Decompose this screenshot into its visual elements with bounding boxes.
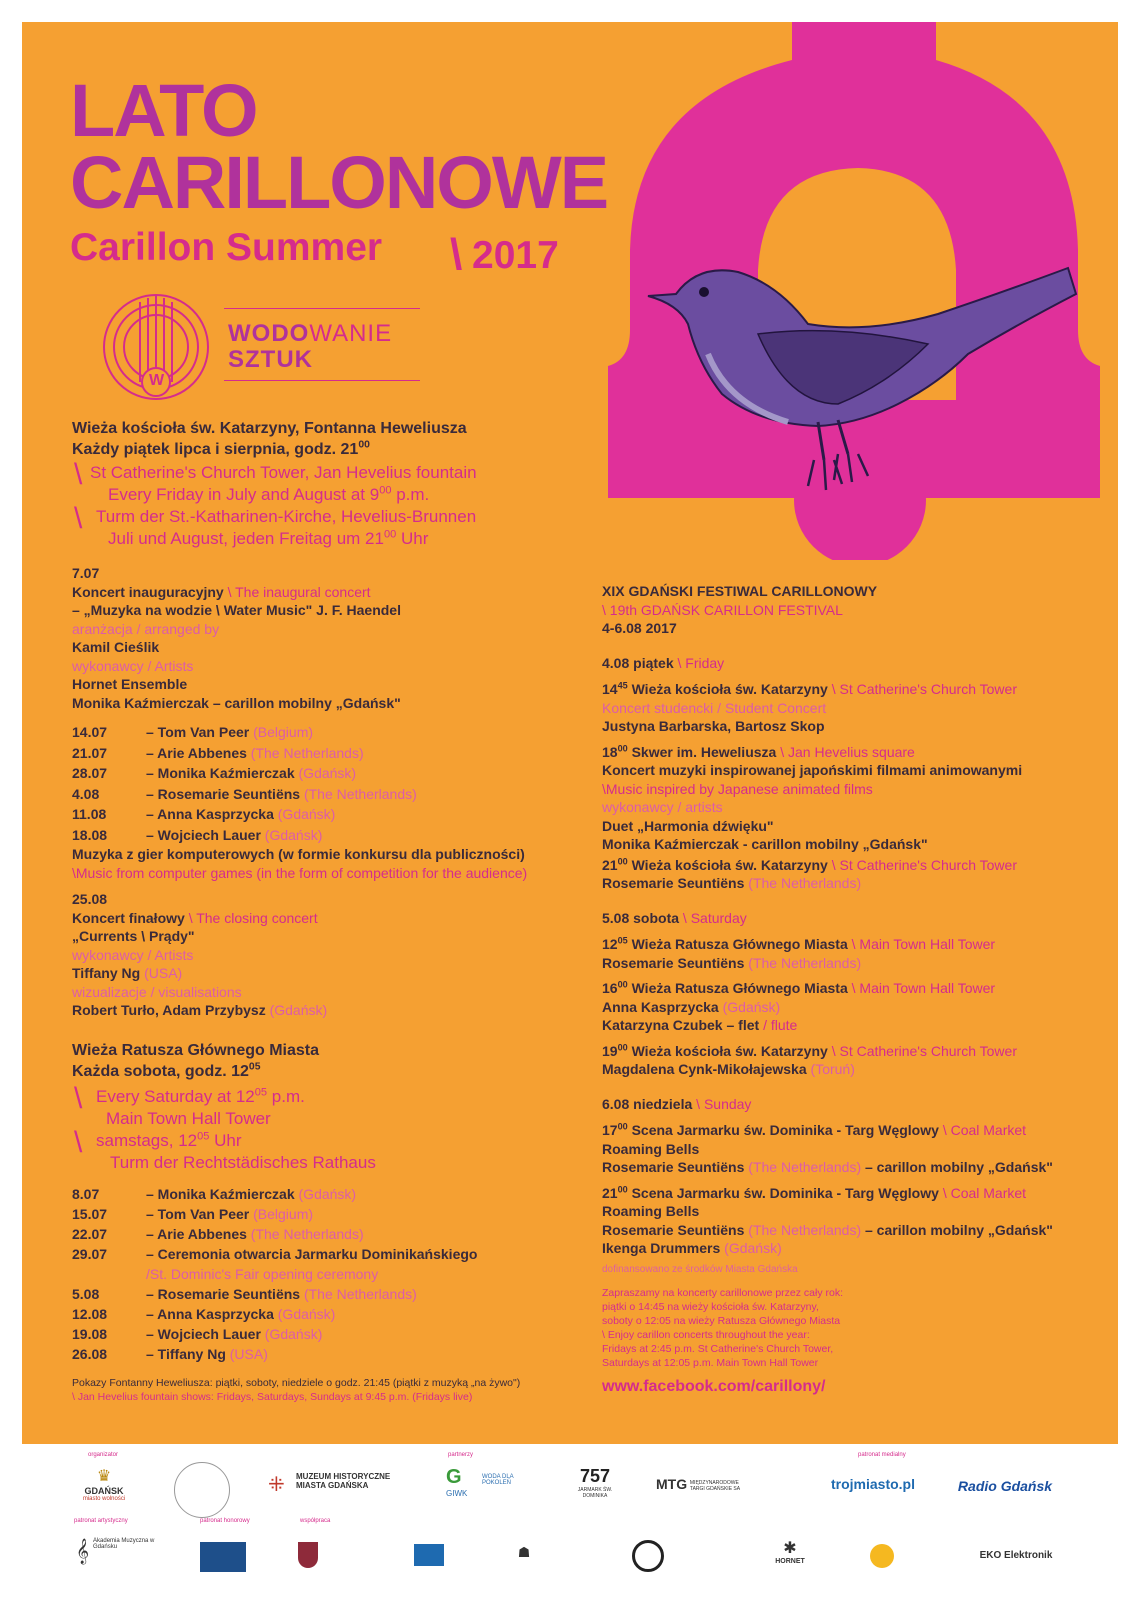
saturday-de-line2: Turm der Rechtstädisches Rathaus	[110, 1153, 376, 1172]
fair-note: /St. Dominic's Fair opening ceremony	[146, 1266, 379, 1282]
event-performers: Magdalena Cynk-Mikołajewska	[602, 1061, 807, 1077]
inaugural-concert	[72, 564, 592, 712]
saturday-en-line2: Main Town Hall Tower	[106, 1109, 271, 1128]
event-origin: (The Netherlands)	[748, 954, 862, 971]
caption-partners: partnerzy	[448, 1452, 474, 1458]
event-time	[602, 1185, 628, 1201]
event-place-en: \ Main Town Hall Tower	[851, 980, 996, 996]
festival-dates: 4-6.08 2017	[602, 620, 677, 636]
artist-2: Monika Kaźmierczak – carillon mobilny „Gdańsk"	[72, 694, 401, 711]
caption-media: patronat medialny	[858, 1452, 906, 1458]
friday-concerts-list	[72, 722, 592, 882]
closing-title: „Currents \ Prądy"	[72, 928, 195, 944]
concert-date: 28.07	[72, 765, 108, 781]
sun-logo-icon	[870, 1544, 894, 1568]
event-detail: Koncert studencki / Student Concert	[602, 699, 827, 716]
event-performers: Katarzyna Czubek – flet	[602, 1017, 760, 1033]
logo-divider-bottom	[224, 380, 420, 381]
concert-name: – Tom Van Peer	[146, 1206, 250, 1222]
concert-origin: (Gdańsk)	[298, 765, 357, 781]
gdansk-name: GDAŃSK	[84, 1486, 124, 1496]
closing-concert	[72, 890, 592, 1020]
event-place: Wieża Ratusza Głównego Miasta	[631, 936, 848, 952]
mtg-logo	[656, 1476, 786, 1492]
funding-note: dofinansowano ze środków Miasta Gdańska	[602, 1264, 798, 1275]
concert-name: – Arie Abbenes	[146, 1226, 247, 1242]
games-note-en: \Music from computer games (in the form of competition for the audience)	[72, 864, 528, 881]
fountain-note-en: \ Jan Hevelius fountain shows: Fridays, Saturdays, Sundays at 9:45 p.m. (Fridays live)	[72, 1391, 473, 1403]
concert-origin: (The Netherlands)	[303, 1286, 417, 1302]
concert-name: – Ceremonia otwarcia Jarmarku Dominikańskiego	[146, 1246, 478, 1262]
concert-origin: (Belgium)	[253, 724, 314, 740]
event-hour: 16	[602, 980, 618, 996]
invite-line: piątki o 14:45 na wieży kościoła św. Katarzyny,	[602, 1301, 819, 1313]
concert-name: – Wojciech Lauer	[146, 1326, 261, 1342]
event-time	[602, 980, 628, 996]
list-item	[72, 1224, 592, 1244]
mask-icon: ☗	[517, 1544, 531, 1560]
invite-line: Fridays at 2:45 p.m. St Catherine's Church Tower,	[602, 1343, 834, 1355]
giwk-icon: G	[446, 1466, 462, 1488]
akademia-logo	[76, 1538, 156, 1564]
event-performers: Justyna Barbarska, Bartosz Skop	[602, 718, 825, 734]
event-minutes: 00	[617, 1121, 628, 1132]
concert-date: 19.08	[72, 1326, 108, 1342]
list-item	[72, 1304, 592, 1324]
akademia-name: Akademia Muzyczna w Gdańsku	[93, 1538, 155, 1550]
event-hour: 18	[602, 743, 618, 760]
closing-date: 25.08	[72, 891, 108, 907]
invite-line: \ Enjoy carillon concerts throughout the year:	[602, 1329, 810, 1341]
event-origin: (Gdańsk)	[724, 1240, 782, 1256]
concert-origin: (The Netherlands)	[303, 785, 417, 802]
event-hour: 12	[602, 936, 618, 952]
event-instrument: – carillon mobilny „Gdańsk"	[861, 1221, 1053, 1238]
saturday-de-line1	[96, 1130, 242, 1152]
concert-date: 15.07	[72, 1206, 108, 1222]
list-item	[72, 743, 592, 764]
festival-title-en: \ 19th GDAŃSK CARILLON FESTIVAL	[602, 601, 843, 618]
muzeum-name-2: MIASTA GDAŃSKA	[296, 1481, 369, 1490]
vis-authors: Robert Turło, Adam Przybysz	[72, 1002, 266, 1018]
jarmark-name: JARMARK ŚW. DOMINIKA	[577, 1487, 613, 1499]
inaugural-label: Koncert inauguracyjny	[72, 583, 224, 600]
concert-name: – Anna Kasprzycka	[146, 1306, 274, 1322]
fountain-note: Pokazy Fontanny Heweliusza: piątki, soboty, niedziele o godz. 21:45 (piątki z muzyką „na żywo")	[72, 1377, 521, 1389]
friday-time-text: Każdy piątek lipca i sierpnia, godz. 21	[72, 441, 359, 458]
event-performers: Rosemarie Seuntiëns	[602, 875, 745, 891]
event-origin: (The Netherlands)	[748, 875, 862, 891]
event-origin: (Toruń)	[810, 1061, 855, 1077]
giwk-logo	[446, 1466, 536, 1498]
event-time	[602, 681, 628, 697]
crest-icon: ♛	[96, 1468, 112, 1485]
event-detail: Roaming Bells	[602, 1203, 700, 1219]
saturday-en-text: Every Saturday at 12	[96, 1087, 255, 1106]
poster	[22, 22, 1118, 1444]
invite-line: Zapraszamy na koncerty carillonowe przez cały rok:	[602, 1287, 844, 1299]
event-detail-en: \Music inspired by Japanese animated films	[602, 780, 873, 797]
logo-letter: W	[149, 372, 165, 389]
friday-de-line2	[108, 528, 428, 550]
festival-section	[602, 582, 1114, 1258]
concert-name: – Monika Kaźmierczak	[146, 1186, 295, 1202]
title-line2: CARILLONOWE	[70, 141, 608, 224]
inaugural-label-en: \ The inaugural concert	[227, 583, 371, 600]
saturday-en-line1	[96, 1086, 305, 1108]
event-place: Wieża Ratusza Głównego Miasta	[631, 980, 848, 996]
slash-icon: \	[74, 1082, 83, 1115]
concert-date: 21.07	[72, 744, 108, 761]
event-instrument: – carillon mobilny „Gdańsk"	[861, 1159, 1053, 1175]
event-place-en: \ St Catherine's Church Tower	[831, 1042, 1017, 1059]
closing-label-en: \ The closing concert	[188, 909, 318, 926]
concert-name: – Tiffany Ng	[146, 1346, 226, 1362]
concert-name: – Wojciech Lauer	[146, 826, 261, 843]
project-name-line2: SZTUK	[228, 346, 313, 373]
concert-date: 22.07	[72, 1226, 108, 1242]
concert-name: – Anna Kasprzycka	[146, 806, 274, 822]
artist-1: Hornet Ensemble	[72, 676, 188, 692]
radio-gdansk-logo: Radio Gdańsk	[957, 1478, 1053, 1494]
day-label-en: \ Saturday	[682, 909, 747, 926]
subtitle: Carillon Summer	[70, 226, 383, 269]
muzeum-logo	[268, 1472, 408, 1496]
concert-date: 29.07	[72, 1246, 108, 1262]
event-place: Wieża kościoła św. Katarzyny	[631, 1042, 828, 1059]
event-performers: Ikenga Drummers	[602, 1240, 721, 1256]
event-performers: Duet „Harmonia dźwięku"	[602, 817, 774, 834]
event-place-en: \ St Catherine's Church Tower	[831, 681, 1017, 697]
giwk-name: GIWK	[446, 1489, 468, 1498]
list-item	[72, 1324, 592, 1344]
invite-line: Saturdays at 12:05 p.m. Main Town Hall Tower	[602, 1357, 819, 1369]
vis-label: wizualizacje / visualisations	[72, 983, 242, 1000]
hornet-name: HORNET	[775, 1558, 805, 1565]
saturday-en-end: p.m.	[267, 1087, 305, 1106]
parish-crest-icon	[298, 1542, 318, 1568]
arranger: Kamil Cieślik	[72, 639, 160, 655]
event-origin: (Gdańsk)	[722, 998, 781, 1015]
concert-name: – Rosemarie Seuntiëns	[146, 785, 301, 802]
friday-en-end: p.m.	[391, 485, 430, 504]
list-item	[72, 763, 592, 784]
event-minutes: 45	[617, 680, 628, 691]
list-item	[72, 784, 592, 805]
friday-en-text: Every Friday in July and August at 9	[108, 485, 380, 504]
list-item	[72, 1344, 592, 1364]
year: 2017	[472, 234, 559, 277]
friday-de-text: Juli und August, jeden Freitag um 21	[108, 529, 384, 548]
mtg-name: MTG	[656, 1476, 688, 1492]
day-label-en: \ Sunday	[696, 1095, 752, 1112]
concert-origin: (The Netherlands)	[250, 1226, 364, 1242]
concert-origin: (The Netherlands)	[250, 744, 364, 761]
jarmark-logo	[570, 1466, 620, 1499]
logo-divider	[224, 308, 420, 309]
event-hour: 17	[602, 1122, 618, 1138]
list-item	[72, 722, 592, 743]
concert-date: 12.08	[72, 1306, 108, 1322]
project-name-part1: WODO	[228, 320, 310, 347]
vis-origin: (Gdańsk)	[269, 1002, 328, 1018]
concert-origin: (Belgium)	[253, 1206, 314, 1222]
saturday-place: Wieża Ratusza Głównego Miasta	[72, 1042, 320, 1059]
closing-artists-label: wykonawcy / Artists	[72, 946, 194, 963]
gdansk-sub: miasto wolności	[82, 1496, 126, 1502]
day-label: 6.08 niedziela	[602, 1095, 693, 1112]
day-label: 4.08 piątek	[602, 654, 674, 671]
event-time	[602, 936, 628, 952]
concert-name: – Rosemarie Seuntiëns	[146, 1286, 301, 1302]
year-round-invite	[602, 1286, 843, 1370]
friday-de-sup: 00	[383, 528, 397, 541]
event-hour: 21	[602, 856, 618, 873]
concert-date: 4.08	[72, 785, 100, 802]
event-time	[602, 744, 628, 760]
muzeum-name-1: MUZEUM HISTORYCZNE	[296, 1472, 391, 1481]
honorary-patron-icon	[200, 1542, 246, 1572]
list-item	[72, 1284, 592, 1304]
event-time	[602, 857, 628, 873]
facebook-link[interactable]: www.facebook.com/carillony/	[602, 1378, 826, 1395]
saturday-en-sup: 05	[254, 1086, 268, 1099]
friday-place: Wieża kościoła św. Katarzyny, Fontanna Heweliusza	[72, 420, 467, 437]
list-item	[72, 1244, 592, 1264]
concert-name: – Tom Van Peer	[146, 724, 250, 740]
caption-artistic: patronat artystyczny	[74, 1518, 128, 1524]
eko-elektronik-logo: EKO Elektronik	[979, 1550, 1053, 1561]
concert-date: 26.08	[72, 1346, 108, 1362]
partner-logo-icon	[414, 1544, 444, 1566]
friday-en-line1: St Catherine's Church Tower, Jan Hevelius fountain	[90, 463, 477, 482]
event-artists-label: wykonawcy / artists	[602, 799, 723, 815]
trojmiasto-logo: trojmiasto.pl	[830, 1476, 915, 1492]
concert-origin: (Gdańsk)	[277, 806, 336, 822]
hornet-icon: ✱	[783, 1540, 797, 1557]
event-place: Wieża kościoła św. Katarzyny	[631, 856, 828, 873]
event-minutes: 05	[617, 935, 628, 946]
friday-en-line2	[108, 484, 429, 506]
friday-de-line1: Turm der St.-Katharinen-Kirche, Hevelius-Brunnen	[96, 507, 477, 526]
event-minutes: 00	[617, 1183, 628, 1194]
event-detail-en: / flute	[763, 1017, 798, 1033]
day-label-en: \ Friday	[677, 654, 725, 671]
hornet-logo	[770, 1538, 810, 1565]
concert-origin: (USA)	[229, 1346, 268, 1362]
invite-line: soboty o 12:05 na wieży Ratusza Głównego Miasta	[602, 1315, 841, 1327]
list-item	[72, 804, 592, 825]
ornament-logo-icon	[632, 1540, 664, 1572]
event-hour: 21	[602, 1184, 618, 1201]
bird-illustration	[638, 254, 1088, 544]
mtg-sub: MIĘDZYNARODOWE TARGI GDAŃSKIE SA	[689, 1480, 741, 1493]
slash-icon: \	[74, 458, 83, 491]
festival-title: XIX GDAŃSKI FESTIWAL CARILLONOWY	[602, 583, 878, 599]
event-place: Wieża kościoła św. Katarzyny	[631, 681, 828, 697]
title-line1: LATO	[70, 69, 257, 152]
event-detail: Roaming Bells	[602, 1140, 700, 1157]
friday-de-end: Uhr	[396, 529, 429, 548]
closing-label: Koncert finałowy	[72, 909, 185, 926]
saturday-de-sup: 05	[197, 1130, 210, 1143]
woda-text: WODA DLA POKOLEŃ	[482, 1474, 514, 1486]
event-minutes: 00	[617, 1041, 628, 1052]
slash-icon: \	[74, 1126, 83, 1159]
event-place-en: \ Main Town Hall Tower	[851, 936, 996, 952]
closing-artist-origin: (USA)	[144, 965, 183, 981]
event-minutes: 00	[617, 979, 628, 990]
inaugural-date: 7.07	[72, 565, 100, 581]
games-note: Muzyka z gier komputerowych (w formie konkursu dla publiczności)	[72, 846, 525, 862]
gdansk-logo	[76, 1466, 132, 1502]
closing-artist: Tiffany Ng	[72, 965, 141, 981]
event-performers: Rosemarie Seuntiëns	[602, 1221, 745, 1238]
sponsors-bar	[0, 1444, 1140, 1605]
arranged-label: aranżacja / arranged by	[72, 620, 220, 637]
event-minutes: 00	[617, 855, 628, 866]
saturday-time	[72, 1061, 260, 1082]
concert-origin: (Gdańsk)	[264, 1326, 323, 1342]
saturday-de-text: samstags, 12	[96, 1131, 198, 1150]
event-place-en: \ Jan Hevelius square	[780, 743, 915, 760]
event-place-en: \ St Catherine's Church Tower	[831, 856, 1017, 873]
event-place: Scena Jarmarku św. Dominika - Targ Węglowy	[631, 1122, 939, 1138]
list-item	[72, 825, 592, 846]
event-hour: 19	[602, 1042, 618, 1059]
saturday-time-text: Każda sobota, godz. 12	[72, 1063, 249, 1080]
event-origin: (The Netherlands)	[748, 1159, 862, 1175]
caption-cooperation: współpraca	[300, 1518, 331, 1524]
event-performers: Monika Kaźmierczak - carillon mobilny „Gdańsk"	[602, 836, 928, 852]
clef-icon: 𝄞	[76, 1538, 90, 1563]
jarmark-number: 757	[579, 1466, 611, 1486]
event-time	[602, 1043, 628, 1059]
concert-date: 5.08	[72, 1286, 100, 1302]
project-name-part2: WANIE	[309, 320, 393, 347]
saturday-de-end: Uhr	[209, 1131, 242, 1150]
concert-date: 18.08	[72, 826, 108, 843]
event-detail: Koncert muzyki inspirowanej japońskimi filmami animowanymi	[602, 762, 1023, 778]
event-place: Skwer im. Heweliusza	[631, 743, 777, 760]
friday-time	[72, 439, 370, 460]
event-place-en: \ Coal Market	[942, 1122, 1027, 1138]
concert-origin: (Gdańsk)	[277, 1306, 336, 1322]
day-label: 5.08 sobota	[602, 909, 680, 926]
list-item	[72, 1204, 592, 1224]
concert-origin: (Gdańsk)	[264, 826, 323, 843]
concert-name: – Arie Abbenes	[146, 744, 247, 761]
concert-date: 8.07	[72, 1186, 100, 1202]
concert-origin: (Gdańsk)	[298, 1186, 357, 1202]
event-time	[602, 1122, 628, 1138]
muzeum-icon: ⁜	[268, 1474, 285, 1496]
event-performers: Rosemarie Seuntiëns	[602, 1159, 745, 1175]
event-performers: Rosemarie Seuntiëns	[602, 954, 745, 971]
list-item	[72, 1184, 592, 1204]
event-performers: Anna Kasprzycka	[602, 998, 719, 1015]
inaugural-program: – „Muzyka na wodzie \ Water Music" J. F. Haendel	[72, 602, 401, 618]
slash-icon: \	[74, 502, 83, 535]
concert-name: – Monika Kaźmierczak	[146, 765, 295, 781]
event-hour: 14	[602, 681, 618, 697]
saturday-concerts-list	[72, 1184, 592, 1364]
friday-en-sup: 00	[379, 484, 392, 497]
friday-time-sup: 00	[358, 439, 370, 451]
artists-label: wykonawcy / Artists	[72, 657, 194, 674]
concert-date: 14.07	[72, 724, 108, 740]
event-place-en: \ Coal Market	[942, 1184, 1027, 1201]
caption-honorary: patronat honorowy	[200, 1518, 250, 1524]
carillon-society-icon	[174, 1462, 230, 1518]
event-origin: (The Netherlands)	[748, 1221, 862, 1238]
slash-icon: \	[450, 230, 463, 279]
event-minutes: 00	[617, 742, 628, 753]
event-place: Scena Jarmarku św. Dominika - Targ Węglowy	[631, 1184, 939, 1201]
caption-organizer: organizator	[88, 1452, 119, 1458]
saturday-time-sup: 05	[248, 1061, 261, 1073]
concert-date: 11.08	[72, 806, 107, 822]
